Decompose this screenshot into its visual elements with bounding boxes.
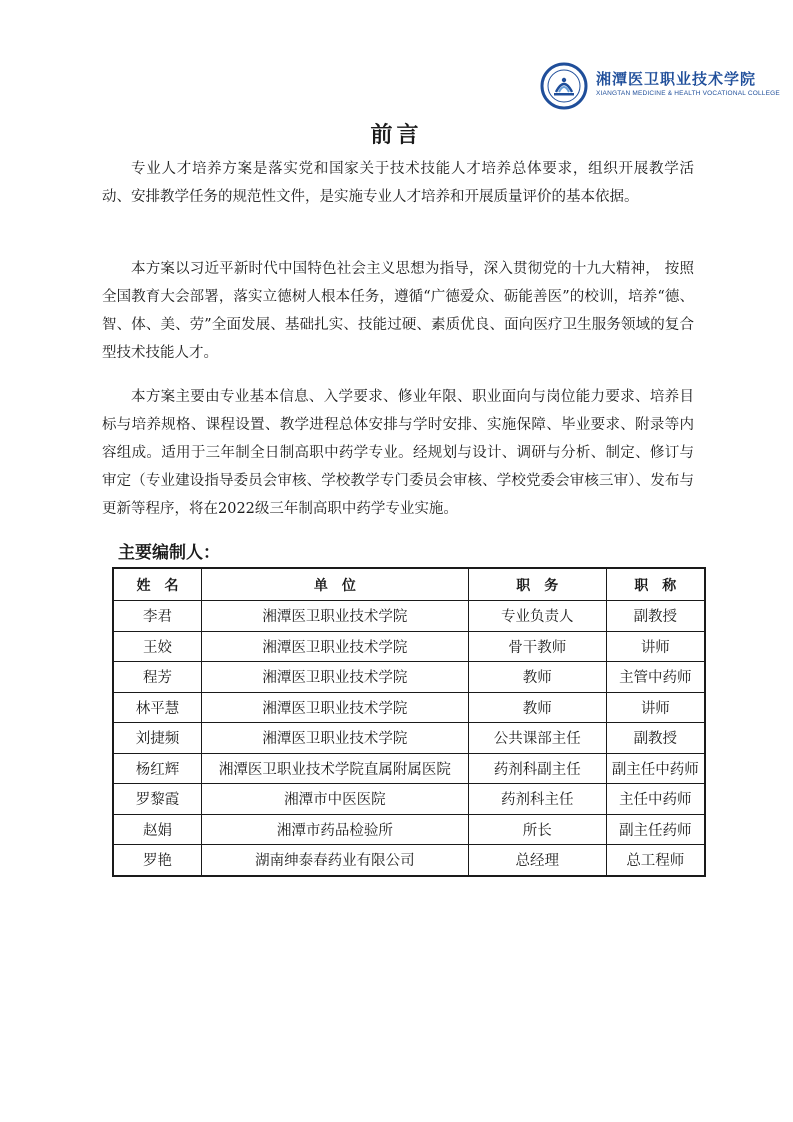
paragraph-2: 本方案以习近平新时代中国特色社会主义思想为指导，深入贯彻党的十九大精神， 按照全国教育大会部署，落实立德树人根本任务，遵循“广德爱众、砺能善医”的校训，培养“德、智、体、美、劳”全面发展、基础扎实、技能过硬、素质优良、面向医疗卫生服务领域的复合型技术技能人才。: [102, 261, 694, 361]
paragraph-3: 本方案主要由专业基本信息、入学要求、修业年限、职业面向与岗位能力要求、培养目标与培养规格、课程设置、教学进程总体安排与学时安排、实施保障、毕业要求、附录等内容组成。适用于三年制全日制高职中药学专业。经规划与设计、调研与分析、制定、修订与审定（专业建设指导委员会审核、学校教学专门委员会审核、学校党委会审核三审）、发布与更新等程序，将在2022级三年制高职中药学专业实施。: [102, 389, 694, 517]
cell-name: 李君: [113, 601, 201, 632]
college-logo: [540, 62, 780, 114]
cell-unit: 湘潭医卫职业技术学院: [201, 601, 468, 632]
cell-title: 总工程师: [606, 845, 705, 876]
authors-table: [112, 567, 706, 877]
cell-name: 程芳: [113, 662, 201, 693]
table-row: [113, 845, 705, 876]
cell-name: 刘捷频: [113, 723, 201, 754]
cell-name: 赵娟: [113, 814, 201, 845]
cell-position: 教师: [468, 662, 606, 693]
paragraph-1: 专业人才培养方案是落实党和国家关于技术技能人才培养总体要求，组织开展教学活动、安排教学任务的规范性文件，是实施专业人才培养和开展质量评价的基本依据。: [102, 161, 694, 205]
table-row: [113, 692, 705, 723]
header-name: 姓名: [113, 568, 201, 601]
cell-title: 副教授: [606, 601, 705, 632]
cell-name: 罗黎霞: [113, 784, 201, 815]
table-row: [113, 723, 705, 754]
cell-title: 副教授: [606, 723, 705, 754]
table-row: [113, 784, 705, 815]
cell-position: 专业负责人: [468, 601, 606, 632]
cell-title: 主任中药师: [606, 784, 705, 815]
cell-name: 林平慧: [113, 692, 201, 723]
cell-title: 讲师: [606, 692, 705, 723]
table-row: [113, 814, 705, 845]
cell-unit: 湖南绅泰春药业有限公司: [201, 845, 468, 876]
cell-unit: 湘潭医卫职业技术学院: [201, 631, 468, 662]
authors-heading: 主要编制人：: [118, 543, 220, 563]
header-title: 职称: [606, 568, 705, 601]
cell-position: 总经理: [468, 845, 606, 876]
cell-name: 王姣: [113, 631, 201, 662]
table-row: [113, 631, 705, 662]
cell-position: 骨干教师: [468, 631, 606, 662]
cell-title: 主管中药师: [606, 662, 705, 693]
cell-unit: 湘潭医卫职业技术学院: [201, 723, 468, 754]
cell-title: 副主任药师: [606, 814, 705, 845]
cell-name: 罗艳: [113, 845, 201, 876]
cell-name: 杨红辉: [113, 753, 201, 784]
cell-unit: 湘潭医卫职业技术学院直属附属医院: [201, 753, 468, 784]
cell-position: 所长: [468, 814, 606, 845]
cell-unit: 湘潭医卫职业技术学院: [201, 692, 468, 723]
cell-position: 药剂科主任: [468, 784, 606, 815]
header-position: 职务: [468, 568, 606, 601]
college-emblem-icon: [540, 62, 588, 110]
table-row: [113, 662, 705, 693]
cell-unit: 湘潭市药品检验所: [201, 814, 468, 845]
page-title: 前言: [370, 123, 423, 148]
table-header-row: [113, 568, 705, 601]
cell-position: 公共课部主任: [468, 723, 606, 754]
cell-unit: 湘潭市中医医院: [201, 784, 468, 815]
college-logo-name: 湘潭医卫职业技术学院: [596, 70, 757, 88]
cell-position: 药剂科副主任: [468, 753, 606, 784]
header-unit: 单位: [201, 568, 468, 601]
table-row: [113, 601, 705, 632]
cell-title: 讲师: [606, 631, 705, 662]
table-row: [113, 753, 705, 784]
cell-title: 副主任中药师: [606, 753, 705, 784]
cell-position: 教师: [468, 692, 606, 723]
college-logo-english: XIANGTAN MEDICINE & HEALTH VOCATIONAL COLLEGE: [596, 90, 780, 97]
cell-unit: 湘潭医卫职业技术学院: [201, 662, 468, 693]
